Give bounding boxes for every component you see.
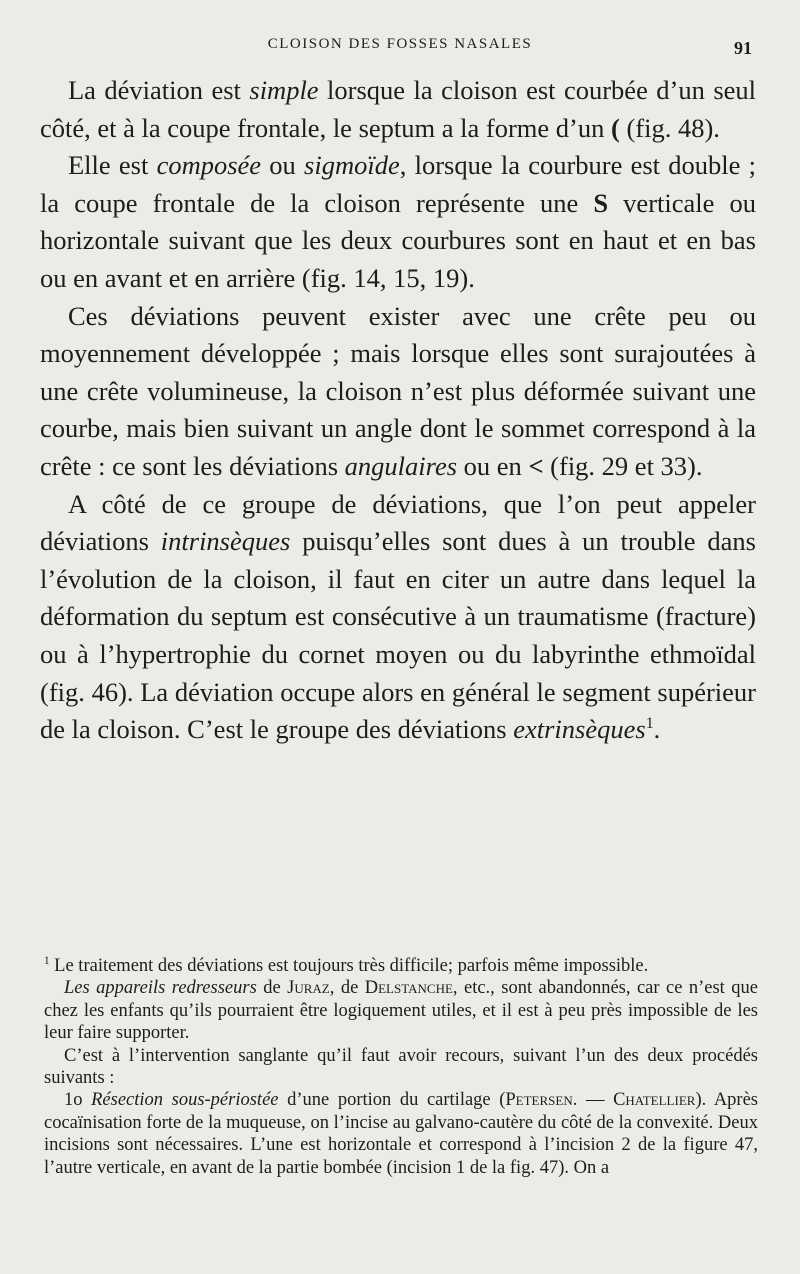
text-run: Ces déviations peuvent exister avec une crête peu ou moyennement développée ; mais lorsque elles sont surajoutées à une crête volumineuse, la cloison n’est plus déformée suivant une courbe, mais bien suivant un angle dont le sommet correspond à la crête : ce sont les déviations	[40, 300, 756, 481]
main-text	[40, 72, 756, 749]
list-number: 1o	[64, 1090, 92, 1111]
footnote-1	[44, 955, 758, 977]
text-run: de	[256, 978, 288, 999]
paragraph-angular-deviation	[40, 298, 756, 486]
text-run: A côté de ce groupe de déviations, que l’on peut appeler déviations	[40, 488, 756, 557]
footnote-paragraph-resection	[44, 1089, 758, 1179]
text-run: La déviation est	[68, 75, 250, 105]
text-run: ou	[261, 150, 305, 181]
text-run: ou en	[457, 450, 529, 481]
author-name: Chatellier	[613, 1090, 696, 1111]
emphasis: simple	[249, 75, 319, 105]
text-run: puisqu’elles sont dues à un trouble dans l’évolution de la cloison, il faut en citer un autre dans lequel la déformation du septum est consécutive à un traumatisme (fracture) ou à l’hypertrophie du cornet moyen ou du labyrinthe ethmoïdal (fig. 46). La déviation occupe alors en général le segment supérieur de la cloison. C’est le groupe des déviations	[40, 526, 756, 745]
emphasis: intrinsèques	[160, 526, 291, 557]
emphasis: Résection sous-périostée	[91, 1090, 279, 1111]
text-run: ). Après cocaïnisation forte de la muqueuse, on l’incise au galvano-cautère du côté de la convexité. Deux incisions sont nécessaires. L’une est horizontale et correspond à l’incision 2 de la figure 47, l’autre verticale, en avant de la partie bombée (incision 1 de la fig. 47). On a	[44, 1090, 758, 1178]
author-name: Delstanche	[364, 978, 453, 999]
paragraph-compound-deviation	[40, 147, 756, 297]
emphasis: extrinsèques	[513, 714, 646, 745]
emphasis: angulaires	[344, 450, 458, 481]
s-glyph: S	[593, 187, 609, 218]
text-run: , de	[329, 978, 365, 999]
text-run: (fig. 29 et 33).	[543, 450, 703, 481]
page-header	[40, 36, 760, 60]
emphasis: Les appareils redresseurs	[64, 978, 257, 999]
author-name: Petersen	[505, 1090, 573, 1111]
text-run: , lorsque la courbure est double ; la coupe frontale de la cloison représente une	[40, 150, 756, 218]
text-run: .	[653, 714, 661, 745]
text-run: C’est à l’intervention sanglante qu’il faut avoir recours, suivant l’un des deux procédés suivants :	[44, 1045, 758, 1089]
curve-glyph: (	[610, 112, 620, 143]
text-run: lorsque la cloison est courbée d’un seul côté, et à la coupe frontale, le septum a la forme d’un	[40, 75, 757, 143]
text-run: Le traitement des déviations est toujours très difficile; parfois même impossible.	[49, 956, 649, 976]
page-number: 91	[734, 38, 752, 58]
text-run: , etc., sont abandonnés, car ce n’est que chez les enfants qu’ils pourraient être logiquement utiles, et il est à peu près impossible de les leur faire supporter.	[44, 978, 758, 1044]
text-run: d’une portion du cartilage (	[278, 1090, 506, 1111]
footnotes	[44, 955, 758, 1179]
footnote-marker: 1	[44, 954, 50, 967]
emphasis: sigmoïde	[304, 150, 400, 181]
text-run: (fig. 48).	[619, 112, 720, 143]
footnote-paragraph-intervention	[44, 1045, 758, 1090]
author-name: Juraz	[287, 978, 330, 999]
text-run: verticale ou horizontale suivant que les deux courbures sont en haut et en bas ou en avant et en arrière (fig. 14, 15, 19).	[40, 187, 756, 293]
text-run: Elle est	[68, 150, 157, 181]
running-title: CLOISON DES FOSSES NASALES	[267, 36, 533, 52]
footnote-paragraph-appliances	[44, 977, 758, 1044]
angle-glyph: <	[528, 450, 544, 481]
emphasis: composée	[156, 150, 262, 181]
text-run: . —	[572, 1090, 614, 1111]
paragraph-simple-deviation	[40, 72, 756, 147]
footnote-reference: 1	[645, 715, 654, 733]
paragraph-extrinsic-deviation	[40, 486, 756, 749]
